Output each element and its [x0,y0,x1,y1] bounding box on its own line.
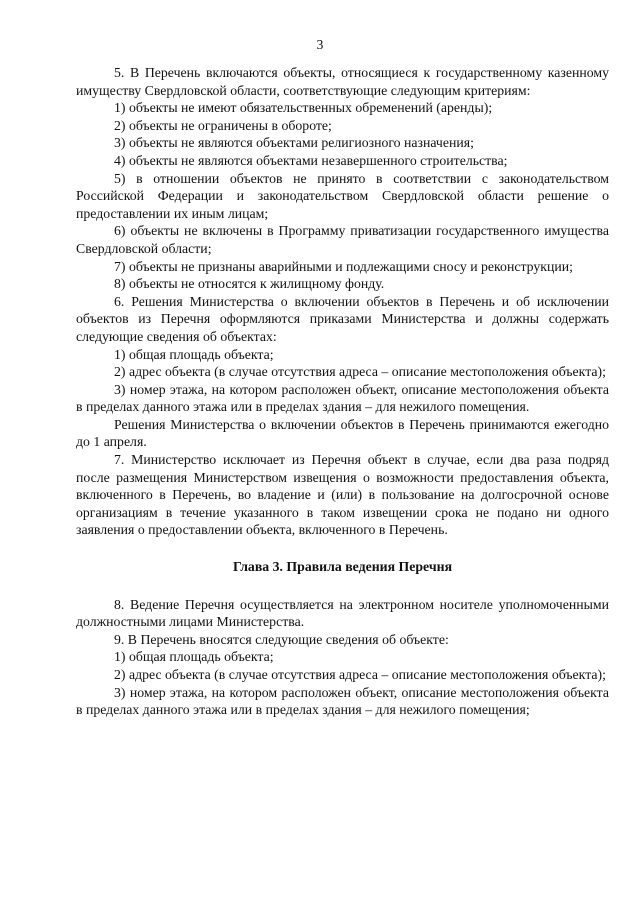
list-item: 4) объекты не являются объектами незавершенного строительства; [114,152,508,168]
paragraph: 7. Министерство исключает из Перечня объект в случае, если два раза подряд после размещения Министерством извещения о возможности предоставления объекта, включенного в Перечень, во владение и (или) в пользование на долгосрочной основе организациям в течение указанного в таком извещении срока не подано ни одного заявления о предоставлении объекта, включенного в Перечень. [76,452,609,538]
document-body [76,64,609,719]
list-item: 3) номер этажа, на котором расположен объект, описание местоположения объекта в пределах данного этажа или в пределах здания – для нежилого помещения; [76,684,609,718]
paragraph: Решения Министерства о включении объектов в Перечень принимаются ежегодно до 1 апреля. [76,416,609,450]
list-item: 6) объекты не включены в Программу приватизации государственного имущества Свердловской области; [76,223,609,256]
list-item: 2) объекты не ограничены в обороте; [114,117,332,133]
list-item: 5) в отношении объектов не принято в соответствии с законодательством Российской Федерации и законодательством Свердловской области решение о предоставлении их иным лицам; [76,170,609,221]
list-item: 1) общая площадь объекта; [114,346,274,362]
page-number: 3 [316,37,324,52]
paragraph: 6. Решения Министерства о включении объектов в Перечень и об исключении объектов из Перечня оформляются приказами Министерства и должны содержать следующие сведения об объектах: [76,293,609,344]
list-item: 1) объекты не имеют обязательственных обременений (аренды); [114,100,493,116]
list-item: 7) объекты не признаны аварийными и подлежащими сносу и реконструкции; [114,258,573,274]
paragraph: 8. Ведение Перечня осуществляется на электронном носителе уполномоченными должностными лицами Министерства. [76,596,609,630]
list-item: 3) номер этажа, на котором расположен объект, описание местоположения объекта в пределах данного этажа или в пределах здания – для нежилого помещения. [76,381,609,415]
chapter-title: Глава 3. Правила ведения Перечня [232,559,453,575]
list-item: 3) объекты не являются объектами религиозного назначения; [114,135,474,151]
list-item: 2) адрес объекта (в случае отсутствия адреса – описание местоположения объекта); [114,364,606,380]
list-item: 1) общая площадь объекта; [114,649,274,665]
paragraph: 5. В Перечень включаются объекты, относящиеся к государственному казенному имуществу Свердловской области, соответствующие следующим критериям: [76,65,609,98]
list-item: 2) адрес объекта (в случае отсутствия адреса – описание местоположения объекта); [114,667,606,682]
paragraph: 9. В Перечень вносятся следующие сведения об объекте: [114,631,449,647]
list-item: 8) объекты не относятся к жилищному фонду. [114,276,385,292]
